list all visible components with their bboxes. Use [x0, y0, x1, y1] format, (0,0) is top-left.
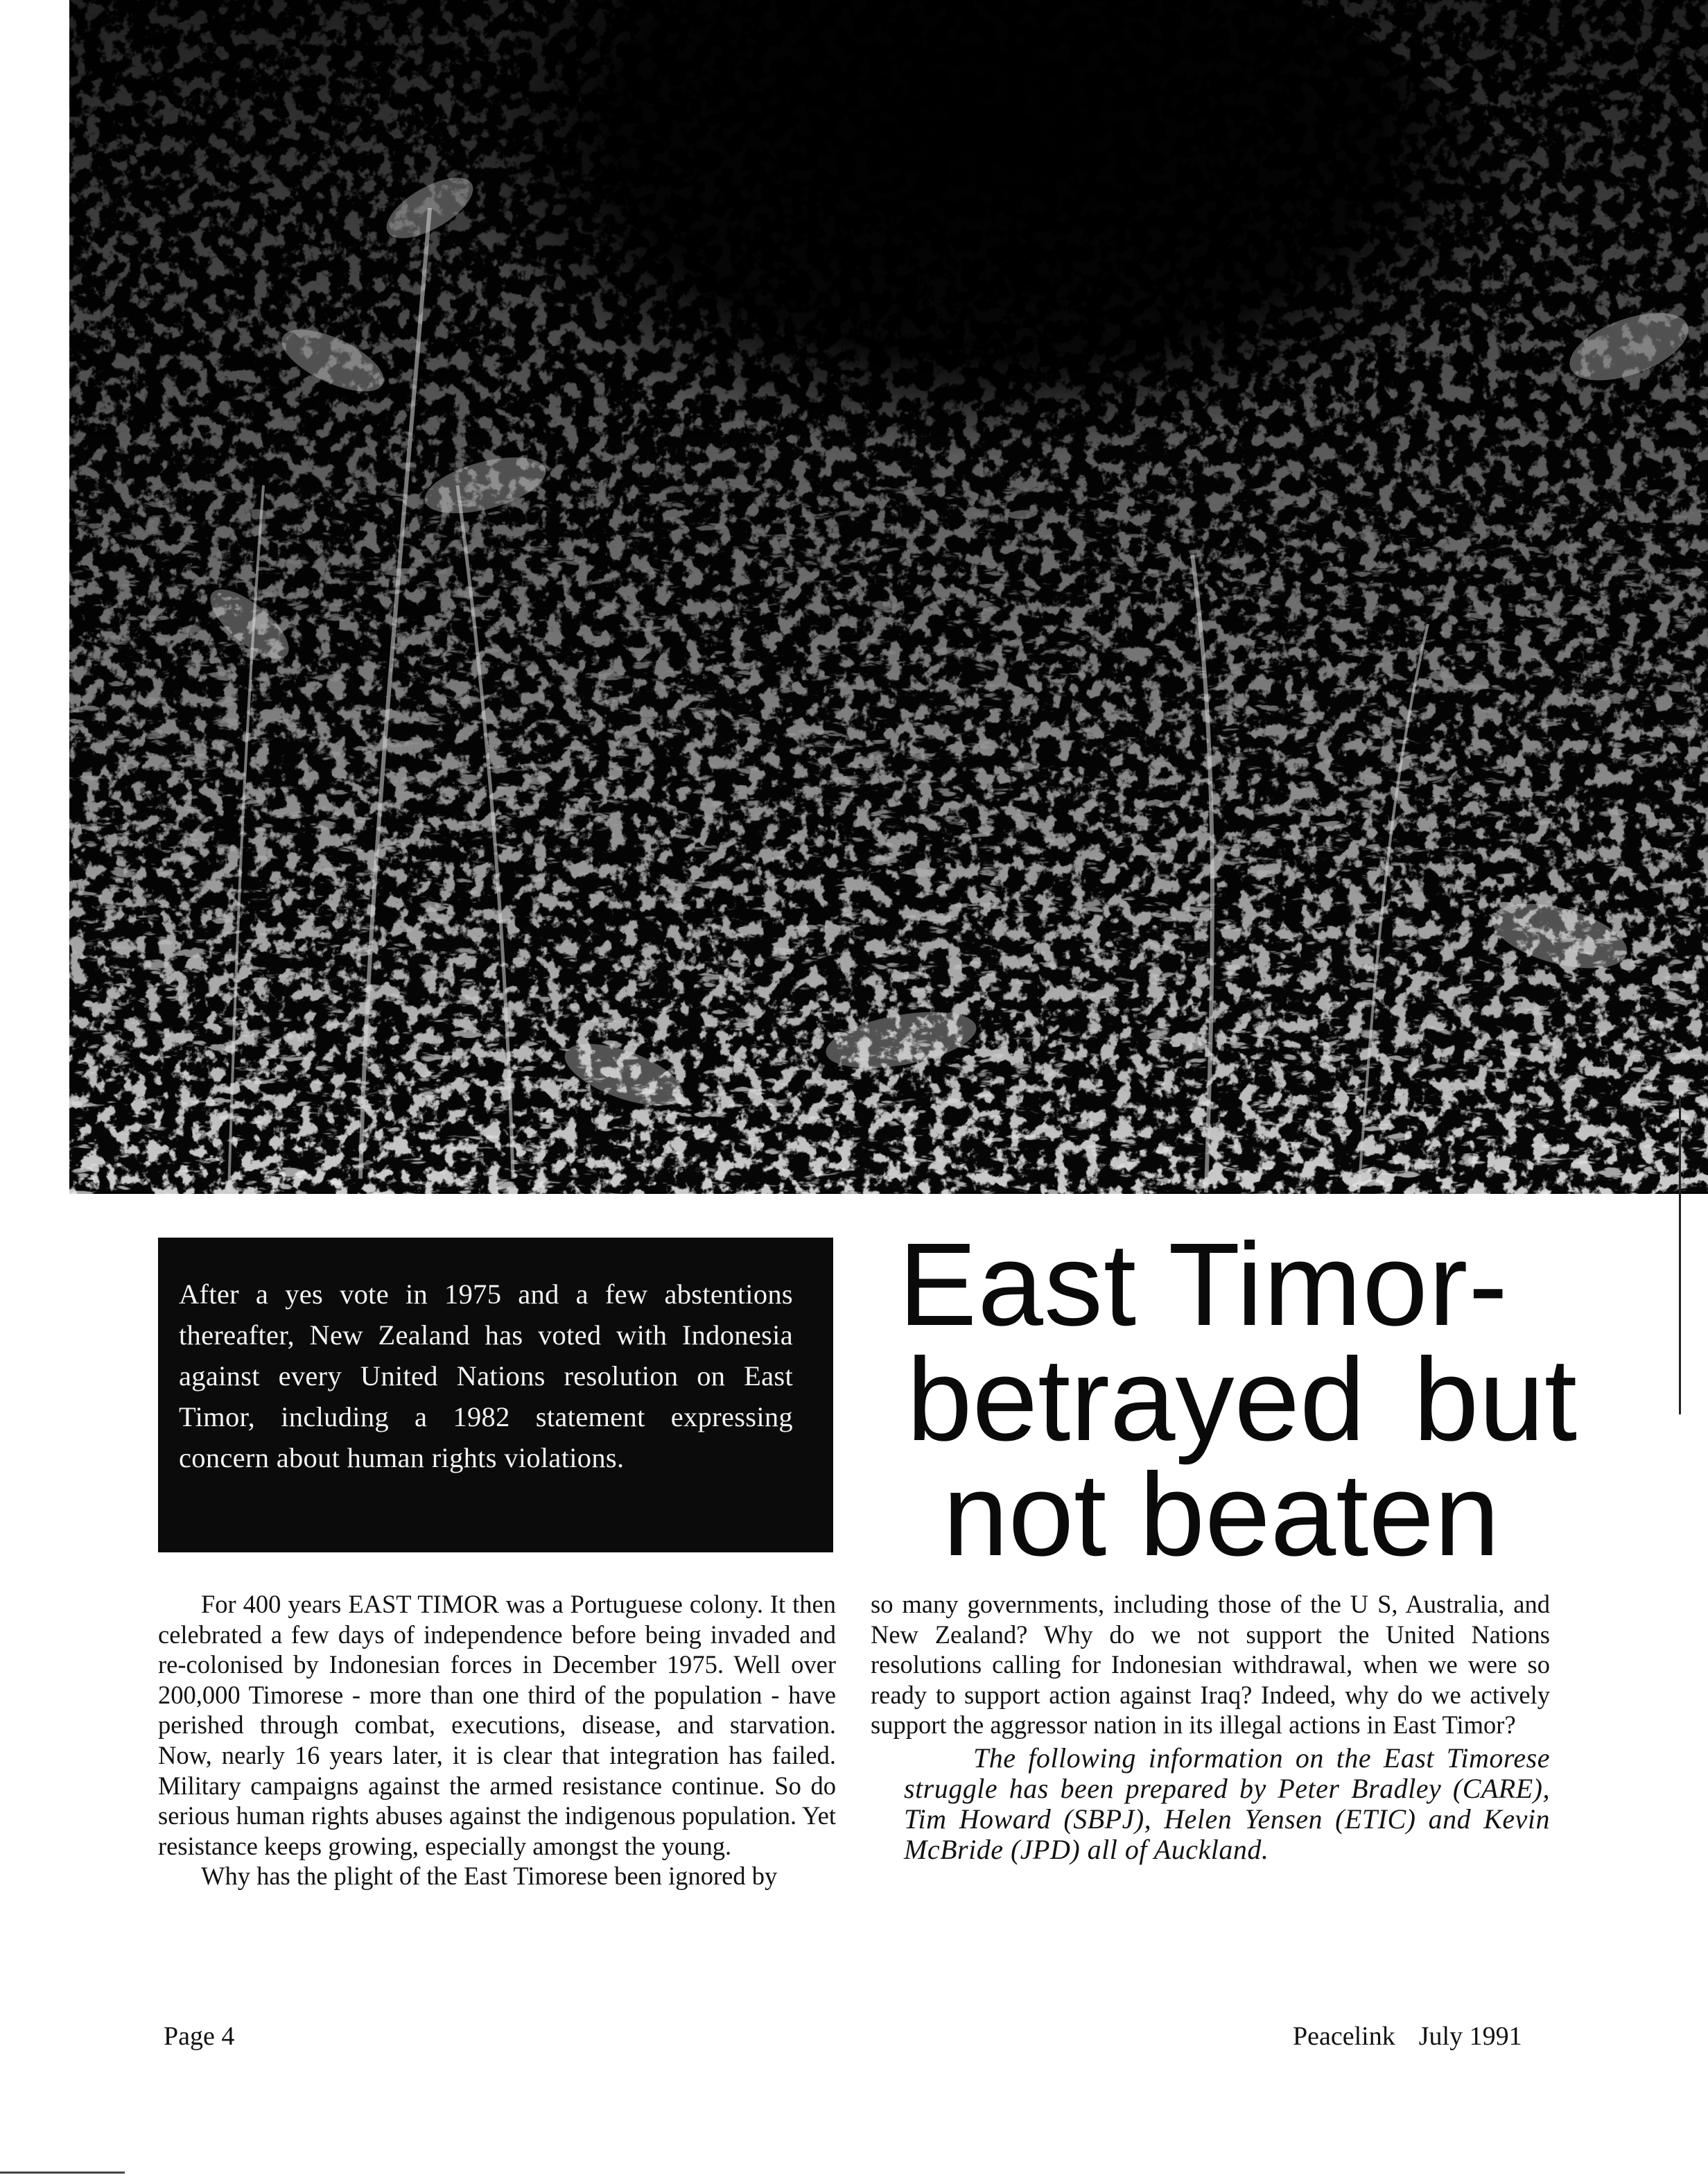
bottom-scan-rule [0, 2172, 125, 2174]
article-paragraph: Why has the plight of the East Timorese been ignored by [201, 1862, 778, 1891]
publication-date: July 1991 [1418, 2022, 1522, 2051]
pull-quote-box [158, 1238, 833, 1552]
article-column-left [158, 1589, 836, 1891]
publication-name: Peacelink [1293, 2022, 1395, 2051]
article-headline [860, 1219, 1578, 1581]
foliage-photo-art [69, 0, 1708, 1194]
article-paragraph: so many governments, including those of the U S, Australia, and New Zealand? Why do we not support the United Nations resolutions calling for Indonesian withdrawal, when we were so ready to support action against Iraq? Indeed, why do we actively support the aggressor nation in its illegal actions in East Timor? [871, 1590, 1550, 1740]
publication-info [1293, 2021, 1522, 2052]
article-column-right [871, 1589, 1550, 1865]
headline-line-1: East Timor- [898, 1219, 1509, 1351]
pull-quote-text: After a yes vote in 1975 and a few abstentions thereafter, New Zealand has voted with Indonesia against every United Nations resolution on East Timor, including a 1982 statement expressing concern about human rights violations. [179, 1279, 793, 1473]
headline-line-2: betrayed but [907, 1334, 1578, 1466]
contributors-note: The following information on the East Timorese struggle has been prepared by Peter Bradley (CARE), Tim Howard (SBPJ), Helen Yensen (ETIC) and Kevin McBride (JPD) all of Auckland. [904, 1742, 1550, 1865]
foliage-photo [69, 0, 1708, 1194]
headline-line-3: not beaten [943, 1449, 1500, 1581]
article-paragraph: For 400 years EAST TIMOR was a Portuguese colony. It then celebrated a few days of independence before being invaded and re-colonised by Indonesian forces in December 1975. Well over 200,000 Timorese - more than one third of the population - have perished through combat, executions, disease, and starvation. Now, nearly 16 years later, it is clear that integration has failed. Military campaigns against the armed resistance continue. So do serious human rights abuses against the indigenous population. Yet resistance keeps growing, especially amongst the young. [158, 1590, 836, 1860]
page-edge-mark [1679, 1095, 1681, 1414]
page-number: Page 4 [164, 2022, 235, 2051]
